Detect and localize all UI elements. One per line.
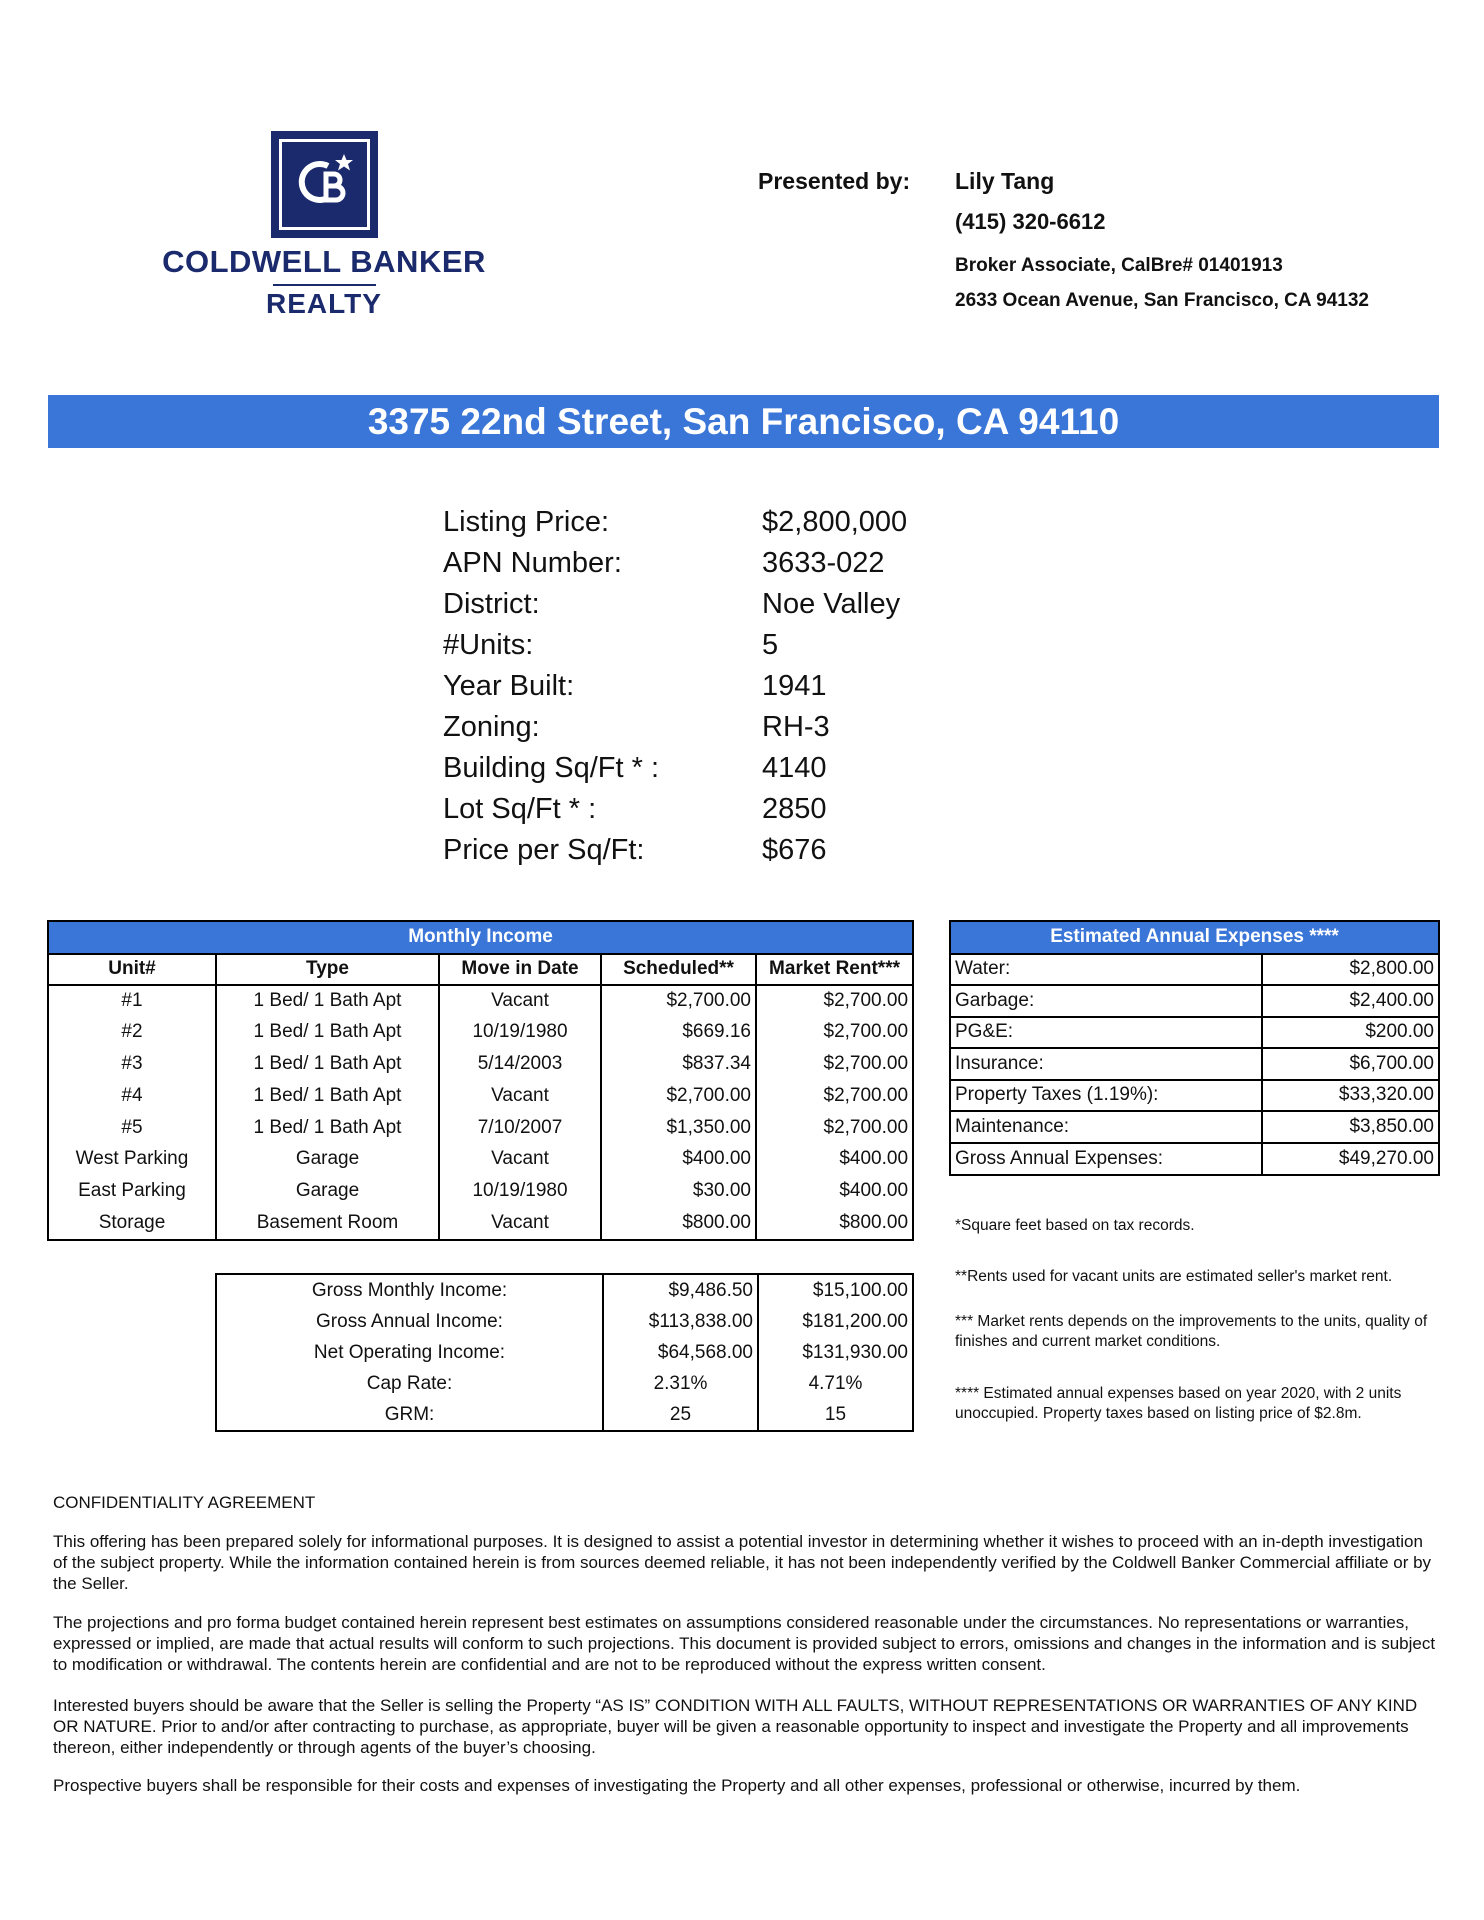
detail-value: 1941	[762, 670, 827, 702]
expense-label: Maintenance:	[951, 1111, 1262, 1143]
cb-monogram-icon	[282, 142, 367, 227]
detail-label: Lot Sq/Ft * :	[443, 793, 597, 825]
brand-name: COLDWELL BANKER	[162, 244, 486, 279]
table-row	[49, 1144, 912, 1176]
market-rent-cell: $2,700.00	[823, 990, 909, 1012]
expense-label: Property Taxes (1.19%):	[951, 1080, 1262, 1112]
unit-cell: #4	[49, 1080, 216, 1112]
summary-market: $181,200.00	[802, 1310, 908, 1332]
detail-label: District:	[443, 588, 540, 620]
column-header: Unit#	[49, 954, 216, 985]
detail-label: Year Built:	[443, 670, 575, 702]
agent-phone: (415) 320-6612	[955, 209, 1106, 234]
summary-scheduled: $64,568.00	[603, 1337, 758, 1368]
expense-value: $2,800.00	[1262, 954, 1438, 986]
footnote-sqft: *Square feet based on tax records.	[955, 1217, 1195, 1234]
agent-title: Broker Associate, CalBre# 01401913	[955, 255, 1283, 276]
annual-expenses-table	[949, 920, 1440, 1176]
detail-value: $2,800,000	[762, 506, 908, 538]
expense-value: $200.00	[1262, 1017, 1438, 1049]
confidentiality-paragraph: The projections and pro forma budget contained herein represent best estimates on assumptions considered reasonable under the circumstances. No representations or warranties, expressed or implied, are made that actual results will conform to such projections. This document is provided subject to errors, omissions and changes in the information and is subject to modification or withdrawal. The contents herein are confidential and are not to be reproduced without the express written consent.	[53, 1613, 1436, 1674]
type-cell: Basement Room	[216, 1207, 439, 1239]
move-in-cell: Vacant	[439, 1207, 601, 1239]
detail-label: Zoning:	[443, 711, 540, 743]
expense-value: $2,400.00	[1262, 985, 1438, 1017]
table-row	[951, 985, 1438, 1017]
table-row	[951, 1048, 1438, 1080]
scheduled-cell: $2,700.00	[601, 985, 756, 1017]
confidentiality-paragraph: Interested buyers should be aware that the Seller is selling the Property “AS IS” CONDITION WITH ALL FAULTS, WITHOUT REPRESENTATIONS OR WARRANTIES OF ANY KIND OR NATURE. Prior to and/or after contracting to purchase, as appropriate, buyer will be given a reasonable opportunity to inspect and investigate the Property and all improvements thereon, either independently or through agents of the buyer’s choosing.	[53, 1696, 1418, 1757]
income-summary-table	[215, 1273, 914, 1432]
market-rent-cell: $800.00	[839, 1211, 909, 1233]
column-header: Move in Date	[439, 954, 601, 985]
detail-value: $676	[762, 834, 827, 866]
market-rent-cell: $2,700.00	[823, 1021, 909, 1043]
expense-value: $3,850.00	[1262, 1111, 1438, 1143]
table-row	[49, 1048, 912, 1080]
scheduled-cell: $1,350.00	[601, 1112, 756, 1144]
agent-name: Lily Tang	[955, 168, 1055, 194]
table-row	[49, 1017, 912, 1049]
market-rent-cell: $400.00	[839, 1148, 909, 1170]
unit-cell: #3	[49, 1048, 216, 1080]
scheduled-cell: $30.00	[601, 1175, 756, 1207]
scheduled-cell: $2,700.00	[601, 1080, 756, 1112]
detail-label: APN Number:	[443, 547, 622, 579]
expense-label: Water:	[951, 954, 1262, 986]
table-row	[49, 1112, 912, 1144]
monthly-income-title: Monthly Income	[49, 922, 912, 954]
column-header: Market Rent***	[756, 954, 912, 985]
summary-label: Cap Rate:	[217, 1368, 603, 1399]
coldwell-banker-logo-icon	[271, 131, 378, 238]
table-row	[951, 1111, 1438, 1143]
expense-label: Gross Annual Expenses:	[951, 1143, 1262, 1175]
table-row	[49, 1175, 912, 1207]
scheduled-cell: $837.34	[601, 1048, 756, 1080]
move-in-cell: 10/19/1980	[439, 1175, 601, 1207]
unit-cell: #5	[49, 1112, 216, 1144]
table-row	[49, 985, 912, 1017]
column-header: Scheduled**	[601, 954, 756, 985]
footnote-expenses: **** Estimated annual expenses based on year 2020, with 2 units unoccupied. Property taxes based on listing price of $2.8m.	[955, 1385, 1402, 1422]
move-in-cell: Vacant	[439, 1080, 601, 1112]
summary-market: 15	[824, 1403, 847, 1425]
summary-label: Net Operating Income:	[217, 1337, 603, 1368]
summary-label: GRM:	[217, 1399, 603, 1430]
property-address-banner: 3375 22nd Street, San Francisco, CA 94110	[48, 395, 1439, 448]
market-rent-cell: $2,700.00	[823, 1053, 909, 1075]
market-rent-cell: $400.00	[839, 1180, 909, 1202]
summary-scheduled: $113,838.00	[603, 1306, 758, 1337]
table-row	[217, 1337, 912, 1368]
type-cell: 1 Bed/ 1 Bath Apt	[216, 985, 439, 1017]
summary-scheduled: 25	[603, 1399, 758, 1430]
detail-label: Building Sq/Ft * :	[443, 752, 659, 784]
type-cell: 1 Bed/ 1 Bath Apt	[216, 1112, 439, 1144]
footnote-vacant-rents: **Rents used for vacant units are estimated seller's market rent.	[955, 1268, 1393, 1285]
confidentiality-paragraph: Prospective buyers shall be responsible for their costs and expenses of investigating the Property and all other expenses, professional or otherwise, incurred by them.	[53, 1776, 1301, 1795]
table-row	[951, 1080, 1438, 1112]
detail-value: Noe Valley	[762, 588, 901, 620]
table-row	[217, 1399, 912, 1430]
scheduled-cell: $669.16	[601, 1017, 756, 1049]
detail-label: Listing Price:	[443, 506, 610, 538]
detail-value: 5	[762, 629, 779, 661]
summary-label: Gross Annual Income:	[217, 1306, 603, 1337]
summary-market: $15,100.00	[812, 1279, 908, 1301]
scheduled-cell: $400.00	[601, 1144, 756, 1176]
expense-value: $6,700.00	[1262, 1048, 1438, 1080]
market-rent-cell: $2,700.00	[823, 1116, 909, 1138]
summary-scheduled: $9,486.50	[603, 1275, 758, 1306]
type-cell: Garage	[216, 1144, 439, 1176]
table-row	[217, 1306, 912, 1337]
expense-label: Insurance:	[951, 1048, 1262, 1080]
type-cell: Garage	[216, 1175, 439, 1207]
unit-cell: #2	[49, 1017, 216, 1049]
summary-market: $131,930.00	[802, 1341, 908, 1363]
market-rent-cell: $2,700.00	[823, 1084, 909, 1106]
detail-value: 4140	[762, 752, 827, 784]
unit-cell: #1	[49, 985, 216, 1017]
expense-value: $49,270.00	[1262, 1143, 1438, 1175]
detail-label: Price per Sq/Ft:	[443, 834, 645, 866]
type-cell: 1 Bed/ 1 Bath Apt	[216, 1080, 439, 1112]
presented-by-label: Presented by:	[758, 168, 911, 194]
table-header-row	[49, 954, 912, 985]
expense-label: Garbage:	[951, 985, 1262, 1017]
table-row	[49, 1207, 912, 1239]
table-row	[951, 954, 1438, 986]
move-in-cell: Vacant	[439, 1144, 601, 1176]
type-cell: 1 Bed/ 1 Bath Apt	[216, 1017, 439, 1049]
expense-label: PG&E:	[951, 1017, 1262, 1049]
detail-value: 3633-022	[762, 547, 885, 579]
detail-label: #Units:	[443, 629, 534, 661]
detail-value: 2850	[762, 793, 827, 825]
unit-cell: Storage	[49, 1207, 216, 1239]
confidentiality-paragraph: This offering has been prepared solely for informational purposes. It is designed to assist a potential investor in determining whether it wishes to proceed with an in-depth investigation of the subject property. While the information contained herein is from sources deemed reliable, it has not been independently verified by the Coldwell Banker Commercial affiliate or by the Seller.	[53, 1532, 1432, 1593]
brand-subtitle: REALTY	[266, 288, 382, 319]
summary-market: 4.71%	[808, 1372, 863, 1394]
move-in-cell: Vacant	[439, 985, 601, 1017]
table-row	[49, 1080, 912, 1112]
move-in-cell: 7/10/2007	[439, 1112, 601, 1144]
scheduled-cell: $800.00	[601, 1207, 756, 1239]
table-row-total	[951, 1143, 1438, 1175]
move-in-cell: 10/19/1980	[439, 1017, 601, 1049]
detail-value: RH-3	[762, 711, 830, 743]
confidentiality-heading: CONFIDENTIALITY AGREEMENT	[53, 1493, 316, 1512]
expenses-title: Estimated Annual Expenses ****	[951, 922, 1438, 954]
table-row	[217, 1275, 912, 1306]
summary-label: Gross Monthly Income:	[217, 1275, 603, 1306]
column-header: Type	[216, 954, 439, 985]
agent-address: 2633 Ocean Avenue, San Francisco, CA 94132	[955, 290, 1369, 311]
move-in-cell: 5/14/2003	[439, 1048, 601, 1080]
unit-cell: West Parking	[49, 1144, 216, 1176]
expense-value: $33,320.00	[1262, 1080, 1438, 1112]
summary-scheduled: 2.31%	[603, 1368, 758, 1399]
unit-cell: East Parking	[49, 1175, 216, 1207]
monthly-income-table	[47, 920, 914, 1241]
table-row	[217, 1368, 912, 1399]
brand-divider	[273, 284, 376, 286]
footnote-market-rents: *** Market rents depends on the improvements to the units, quality of finishes and current market conditions.	[955, 1313, 1428, 1350]
type-cell: 1 Bed/ 1 Bath Apt	[216, 1048, 439, 1080]
table-row	[951, 1017, 1438, 1049]
